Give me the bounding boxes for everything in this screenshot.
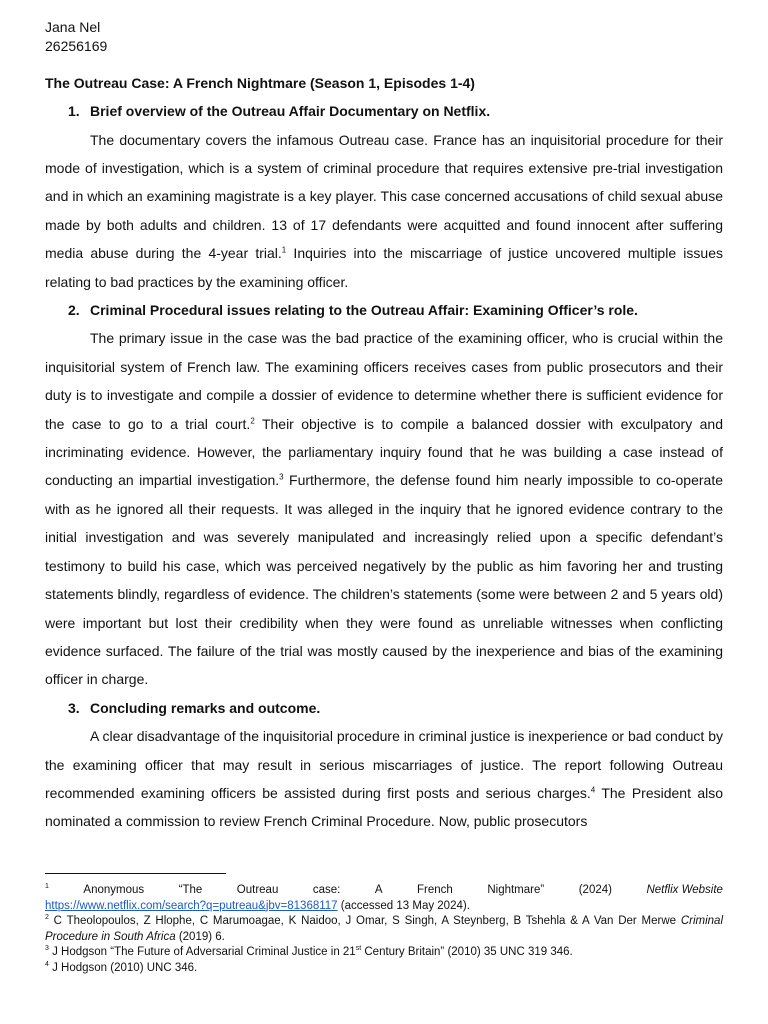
footnote-ref-1[interactable]: 1 — [281, 245, 287, 255]
section-3-heading — [45, 694, 723, 723]
footnote-1-word: (2024) — [578, 884, 612, 896]
footnote-3-mark: 3 — [45, 945, 49, 953]
footnote-separator — [45, 873, 226, 874]
footnote-2 — [45, 914, 723, 945]
section-1-paragraph — [45, 126, 723, 296]
footnote-ref-2[interactable]: 2 — [250, 416, 255, 425]
footnote-ref-4[interactable]: 4 — [590, 785, 596, 795]
footnote-1 — [45, 883, 723, 914]
section-1-heading — [45, 97, 723, 126]
footnote-3-text-b: Century Britain” (2010) 35 UNC 319 346. — [361, 946, 573, 958]
footnote-1-mark: 1 — [45, 883, 49, 891]
footnote-ref-3[interactable]: 3 — [279, 472, 284, 482]
footnote-1-line — [45, 883, 723, 899]
footnote-1-word: Anonymous — [83, 884, 145, 896]
section-3-heading-text: Concluding remarks and outcome. — [90, 699, 321, 716]
footnote-1-word: French — [417, 884, 453, 896]
footnote-1-link[interactable]: https://www.netflix.com/search?q=putreau&jbv=81368117 — [45, 899, 338, 912]
footnote-4-text: J Hodgson (2010) UNC 346. — [48, 961, 198, 974]
section-2-number: 2. — [68, 301, 80, 318]
section-3-text-b: The President also nominated a commission to review French Criminal Procedure. Now, public prosecutors — [45, 785, 723, 830]
section-2-heading — [45, 296, 723, 325]
footnote-1-mark-word — [45, 883, 49, 899]
footnote-2-after: (2019) 6. — [175, 930, 225, 943]
document-page — [45, 18, 723, 836]
footnote-2-text: C Theolopoulos, Z Hlophe, C Marumoagae, K Naidoo, J Omar, S Singh, A Steynberg, B Tshehla & A Van Der Merwe — [48, 915, 681, 927]
footnote-4 — [45, 961, 723, 977]
section-1-text-a: The documentary covers the infamous Outreau case. France has an inquisitorial procedure for their mode of investigation, which is a system of criminal procedure that requires extensive pre-trial investigation and in which an examining magistrate is a key player. This case concerned accusations of child sexual abuse made by both adults and children. 13 of 17 defendants were acquitted and found innocent after suffering media abuse during the 4-year trial. — [45, 131, 723, 262]
footnote-1-accessed: (accessed 13 May 2024). — [337, 899, 470, 912]
section-2-text-b: Their objective is to compile a balanced dossier with exculpatory and incriminating evidence. However, the parliamentary inquiry found that he was building a case instead of conducting an impartial investigation. — [45, 415, 723, 489]
footnote-1-line-2 — [45, 899, 723, 915]
footnote-1-word: “The — [178, 884, 203, 896]
footnote-3-text-a: J Hodgson “The Future of Adversarial Criminal Justice in 21 — [48, 946, 356, 958]
footnote-1-word: case: — [312, 884, 341, 896]
footnote-1-source: Netflix Website — [646, 884, 723, 896]
section-3-paragraph — [45, 722, 723, 836]
section-1-text-b: Inquiries into the miscarriage of justice uncovered multiple issues relating to bad practices by the examining officer. — [45, 245, 723, 290]
section-2-paragraph — [45, 324, 723, 693]
section-1-heading-text: Brief overview of the Outreau Affair Documentary on Netflix. — [90, 103, 491, 119]
footnotes — [45, 883, 723, 976]
footnote-1-word: A — [374, 884, 383, 896]
author-name: Jana Nel — [45, 19, 101, 35]
section-3-number: 3. — [68, 699, 80, 716]
section-1-number: 1. — [68, 103, 80, 119]
document-title: The Outreau Case: A French Nightmare (Season 1, Episodes 1-4) — [45, 75, 475, 91]
section-2-text-c: Furthermore, the defense found him nearly impossible to co-operate with as he ignored all their requests. It was alleged in the inquiry that he ignored evidence contrary to the initial investigation and was severely manipulated and increasingly relied upon a specific defendant’s testimony to build his case, which was perceived negatively by the public as him favoring her and trusting statements blindly, regardless of evidence. The children’s statements (some were between 2 and 5 years old) were important but lost their credibility when they were found as unreliable witnesses when conflicting evidence surfaced. The failure of the trial was mostly caused by the inexperience and bias of the examining officer in charge. — [45, 472, 723, 688]
section-3-text-a: A clear disadvantage of the inquisitorial procedure in criminal justice is inexperience or bad conduct by the examining officer that may result in serious miscarriages of justice. The report following Outreau recommended examining officers be assisted during first posts and serious charges. — [45, 728, 723, 802]
footnote-3-superscript: st — [355, 945, 362, 953]
student-number: 26256169 — [45, 38, 108, 54]
footnote-1-word: Outreau — [236, 884, 279, 896]
footnote-4-mark: 4 — [45, 960, 49, 968]
footnote-2-book-title: Criminal Procedure in South Africa — [45, 915, 723, 943]
section-2-heading-text: Criminal Procedural issues relating to the Outreau Affair: Examining Officer’s role. — [90, 301, 638, 318]
section-2-text-a: The primary issue in the case was the bad practice of the examining officer, who is crucial within the inquisitorial system of French law. The examining officers receives cases from public prosecutors and their duty is to investigate and compile a dossier of evidence to determine whether there is sufficient evidence for the case to go to a trial court. — [45, 330, 723, 432]
footnote-1-word: Nightmare” — [487, 884, 545, 896]
footnote-2-mark: 2 — [45, 914, 49, 922]
footnote-3 — [45, 945, 723, 961]
